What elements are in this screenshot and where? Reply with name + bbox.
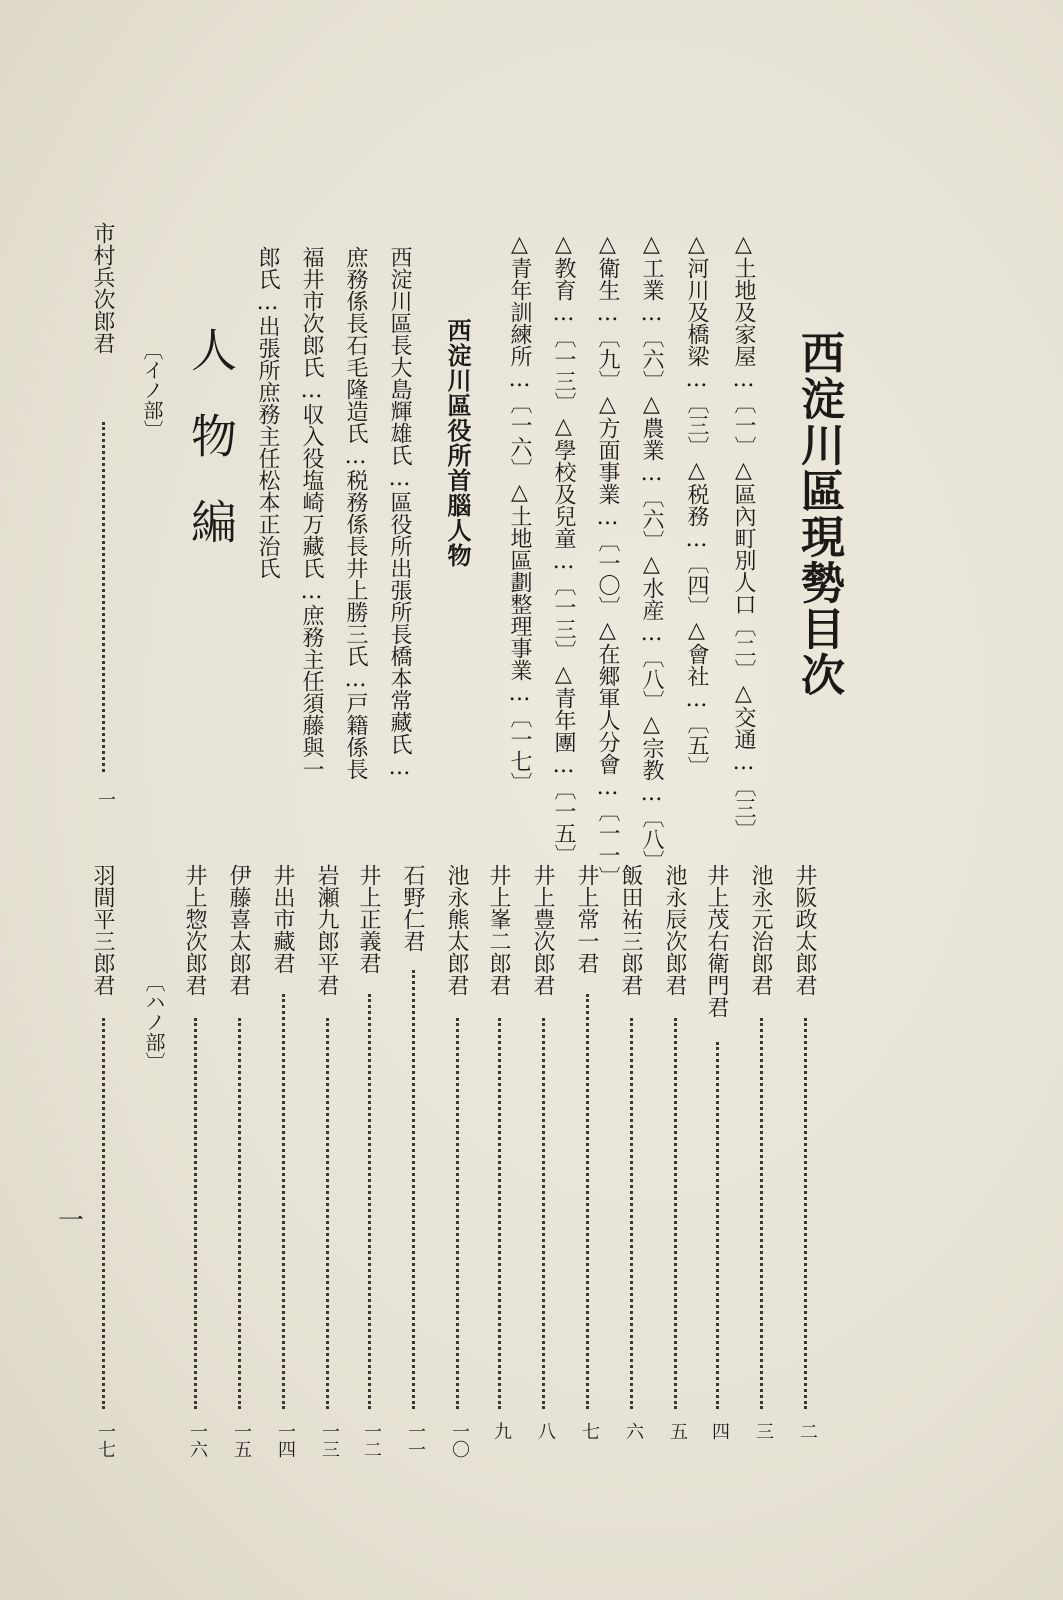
leader-dots	[804, 1018, 807, 1409]
entry-row	[398, 864, 428, 1458]
entry-row	[572, 864, 602, 1454]
entry-row	[312, 864, 342, 1458]
leader-dots	[326, 1018, 329, 1409]
entry-row	[268, 864, 298, 1458]
entry-page: 一一	[405, 1422, 426, 1458]
officials-line-1: 西淀川區長大島輝雄氏…區役所出張所長橋本常藏氏…	[387, 246, 412, 780]
entry-name: 井上惣次郎君	[182, 864, 207, 996]
leader-dots	[368, 994, 371, 1409]
entry-name: 井上茂右衛門君	[704, 864, 729, 1018]
leader-dots	[238, 1018, 241, 1409]
entry-name: 市村兵次郎君	[90, 222, 115, 354]
entry-page: 一三	[319, 1422, 340, 1458]
entry-page: 七	[579, 1422, 600, 1440]
entry-page: 五	[667, 1422, 688, 1440]
toc-column-3: △工業…〔六〕△農業…〔六〕△水産…〔八〕△宗教…〔八〕	[639, 232, 664, 872]
entry-row	[354, 864, 384, 1458]
entry-page: 三	[753, 1422, 774, 1440]
entry-row	[528, 864, 558, 1454]
entry-row	[88, 864, 118, 1458]
toc-column-1: △土地及家屋…〔一〕△區內町別人口〔二〕△交通…〔三〕	[731, 232, 756, 841]
entry-row	[88, 222, 118, 822]
leader-dots	[456, 1018, 459, 1409]
entry-name: 岩瀬九郎平君	[314, 864, 339, 996]
entry-name: 羽間平三郎君	[90, 864, 115, 996]
entry-page: 一六	[187, 1422, 208, 1458]
entry-name: 井出市藏君	[270, 864, 295, 974]
section-sub-i: 〔イノ部〕	[140, 340, 164, 440]
leader-dots	[630, 1018, 633, 1409]
section-sub-ha: 〔ハノ部〕	[142, 972, 166, 1072]
officials-line-3: 福井市次郎氏…収入役塩崎万藏氏…庶務主任須藤與一	[299, 246, 324, 780]
entry-page: 九	[491, 1422, 512, 1440]
folio-number: 一	[58, 1206, 85, 1236]
entry-row	[746, 864, 776, 1454]
entry-name: 池永元治郎君	[748, 864, 773, 996]
leader-dots	[102, 1018, 105, 1409]
leader-dots	[282, 994, 285, 1409]
entry-page: 二	[797, 1422, 818, 1440]
officials-line-2: 庶務係長石毛隆造氏…税務係長井上勝三氏…戸籍係長	[343, 246, 368, 780]
leader-dots	[542, 1018, 545, 1409]
entry-page: 六	[623, 1422, 644, 1440]
entry-row	[790, 864, 820, 1454]
entry-row	[224, 864, 254, 1458]
leader-dots	[498, 1018, 501, 1409]
entry-name: 井上正義君	[356, 864, 381, 974]
entry-page: 一	[95, 790, 116, 808]
officials-heading: 西淀川區役所首腦人物	[443, 318, 472, 568]
leader-dots	[760, 1018, 763, 1409]
entry-name: 伊藤喜太郎君	[226, 864, 251, 996]
entry-name: 飯田祐三郎君	[618, 864, 643, 996]
entry-page: 四	[709, 1422, 730, 1440]
entry-name: 池永辰次郎君	[662, 864, 687, 996]
entry-page: 一七	[95, 1422, 116, 1458]
entry-page: 一四	[275, 1422, 296, 1458]
page-title: 西淀川區現勢目次	[793, 330, 844, 698]
officials-line-4: 郎氏…出張所庶務主任松本正治氏	[255, 246, 280, 579]
entry-name: 石野仁君	[400, 864, 425, 952]
leader-dots	[716, 1042, 719, 1409]
entry-row	[442, 864, 472, 1458]
entry-row	[660, 864, 690, 1454]
entry-row	[702, 864, 732, 1454]
entry-name: 井上常一君	[574, 864, 599, 974]
entry-name: 井阪政太郎君	[792, 864, 817, 996]
entry-row	[616, 864, 646, 1454]
toc-column-5: △教育…〔一三〕△學校及兒童…〔一三〕△青年團…〔一五〕	[551, 232, 576, 866]
entry-page: 一〇	[449, 1422, 470, 1458]
entry-page: 八	[535, 1422, 556, 1440]
toc-column-6: △青年訓練所…〔一六〕△土地區劃整理事業…〔一七〕	[507, 232, 532, 794]
toc-column-4: △衛生…〔九〕△方面事業…〔一〇〕△在郷軍人分會…〔一一〕	[595, 232, 620, 888]
section-title: 人物編	[184, 326, 238, 584]
entry-name: 池永熊太郎君	[444, 864, 469, 996]
entry-row	[180, 864, 210, 1458]
entry-page: 一二	[361, 1422, 382, 1458]
leader-dots	[586, 994, 589, 1409]
leader-dots	[102, 422, 105, 772]
entry-row	[484, 864, 514, 1454]
entry-page: 一五	[231, 1422, 252, 1458]
leader-dots	[674, 1018, 677, 1409]
leader-dots	[412, 970, 415, 1409]
entry-name: 井上豊次郎君	[530, 864, 555, 996]
leader-dots	[194, 1018, 197, 1409]
entry-name: 井上峯二郎君	[486, 864, 511, 996]
toc-column-2: △河川及橋梁…〔三〕△税務…〔四〕△會社…〔五〕	[684, 232, 709, 778]
